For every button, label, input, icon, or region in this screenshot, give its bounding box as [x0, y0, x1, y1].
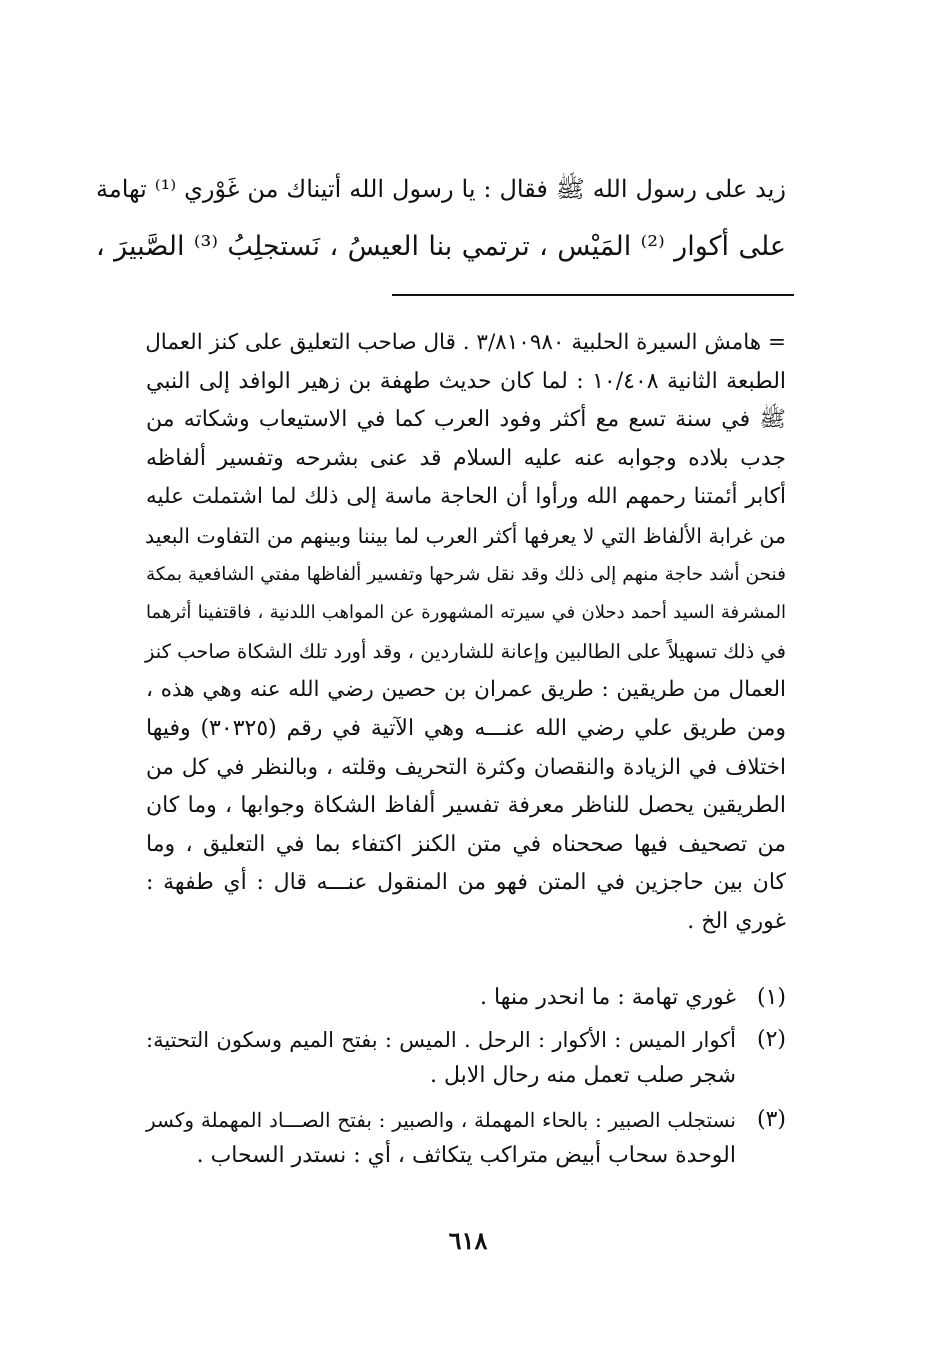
footnote-text: أكوار الميس : الأكوار : الرحل . الميس : بفتح الميم وسكون التحتية:: [146, 1028, 736, 1052]
page-number: ٦١٨: [448, 1226, 488, 1255]
footnote-line: الطبعة الثانية ١٠/٤٠٨ : لما كان حديث طهفة بن زهير الوافد إلى النبي: [146, 368, 787, 394]
footnote-text: شجر صلب تعمل منه رحال الابل .: [430, 1063, 736, 1088]
footnote-line: غوري الخ .: [687, 908, 786, 934]
footnote-line: ومن طريق علي رضي الله عنـــه وهي الآتية في رقم (٣٠٣٢٥) وفيها: [146, 715, 786, 741]
footnote-line: كان بين حاجزين في المتن فهو من المنقول عنـــه قال : أي طفهة :: [146, 870, 786, 896]
footnote-line: من تصحيف فيها صححناه في متن الكنز اكتفاء بما في التعليق ، وما: [146, 831, 786, 857]
footnote-line: أكابر أئمتنا رحمهم الله ورأوا أن الحاجة ماسة إلى ذلك لما اشتملت عليه: [146, 484, 786, 510]
footnote-line: العمال من طريقين : طريق عمران بن حصين رضي الله عنه وهي هذه ،: [146, 677, 786, 703]
main-text: [96, 160, 786, 276]
footnote-number: (١): [756, 985, 786, 1010]
footnote-text: نستجلب الصبير : بالحاء المهملة ، والصبير : بفتح الصـــاد المهملة وكسر: [146, 1108, 736, 1132]
footnote-line: المشرفة السيد أحمد دحلان في سيرته المشهورة عن المواهب اللدنية ، فاقتفينا أثرهما: [146, 602, 786, 624]
footnote-number: (٣): [756, 1107, 786, 1132]
footnote-line: من غرابة الألفاظ التي لا يعرفها أكثر العرب لما بيننا وبينهم من التفاوت البعيد: [144, 523, 786, 548]
footnote-text: الوحدة سحاب أبيض متراكب يتكاثف ، أي : نستدر السحاب .: [196, 1143, 736, 1168]
footnote-2: [146, 1022, 786, 1094]
footnote-line: فنحن أشد حاجة منهم إلى ذلك وقد نقل شرحها وتفسير ألفاظها مفتي الشافعية بمكة: [146, 563, 786, 585]
footnote-line: ﷺ في سنة تسع مع أكثر وفود العرب كما في الاستيعاب وشكاته من: [146, 407, 786, 433]
footnote-number: (٢): [756, 1027, 786, 1052]
footnote-3: [146, 1102, 786, 1174]
footnote-1: [146, 980, 786, 1016]
footnote-continuation: [146, 324, 786, 942]
footnote-line: الطريقين يحصل للناظر معرفة تفسير ألفاظ الشكاة وجوابها ، وما كان: [146, 793, 786, 819]
footnote-line: جدب بلاده وجوابه عنه عليه السلام قد عنى بشرحه وتفسير ألفاظه: [146, 445, 786, 471]
footnotes: [146, 980, 786, 1180]
main-text-line: على أكوار ⁽²⁾ المَيْس ، ترتمي بنا العيسُ ، نَستجلِبُ ⁽³⁾ الصَّبيرَ ،: [96, 231, 786, 262]
footnote-line: في ذلك تسهيلاً على الطالبين وإعانة للشاردين ، وقد أورد تلك الشكاة صاحب كنز: [145, 639, 786, 663]
footnote-separator-rule: [392, 294, 794, 296]
footnote-line: اختلاف في الزيادة والنقصان وكثرة التحريف وقلته ، وبالنظر في كل من: [146, 754, 786, 780]
footnote-text: غوري تهامة : ما انحدر منها .: [480, 985, 736, 1010]
main-text-line: زيد على رسول الله ﷺ فقال : يا رسول الله أتيناك من غَوْري ⁽¹⁾ تهامة: [96, 175, 786, 203]
footnote-line: = هامش السيرة الحلبية ٣/٨١٠٩٨٠ . قال صاحب التعليق على كنز العمال: [145, 330, 786, 355]
